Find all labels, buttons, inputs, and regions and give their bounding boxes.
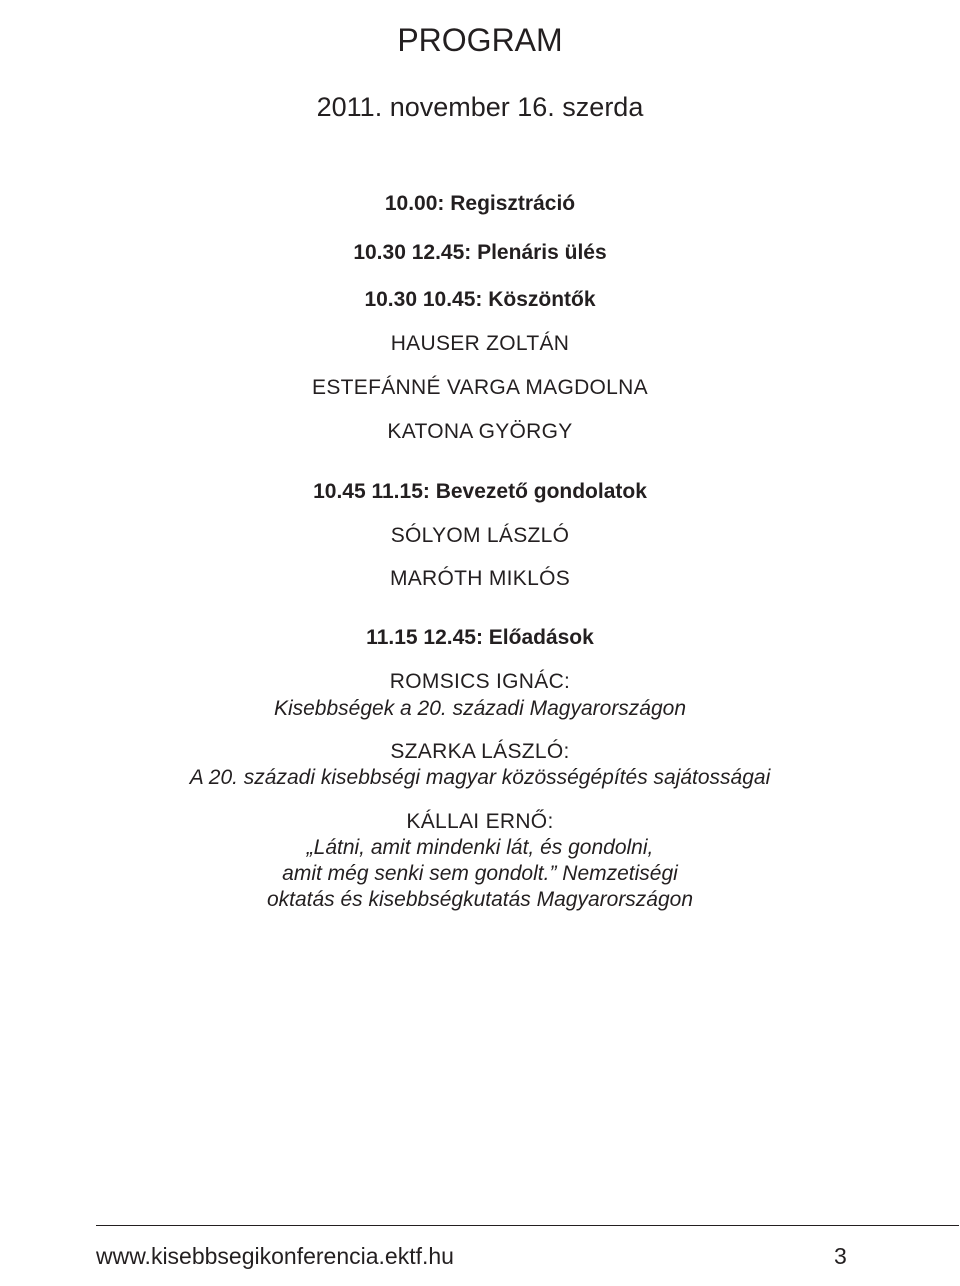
page-number: 3	[834, 1243, 847, 1269]
lecture-title: Kisebbségek a 20. századi Magyarországon	[273, 697, 687, 720]
speaker-name: ESTEFÁNNÉ VARGA MAGDOLNA	[312, 376, 648, 399]
footer-website-link[interactable]: www.kisebbsegikonferencia.ektf.hu	[96, 1243, 454, 1269]
lecture-title: amit még senki sem gondolt.” Nemzetiségi	[282, 862, 678, 885]
program-title: PROGRAM	[397, 22, 563, 58]
footer-divider	[96, 1225, 959, 1226]
event-date: 2011. november 16. szerda	[316, 92, 644, 122]
lecture-speaker: KÁLLAI ERNŐ:	[406, 810, 554, 833]
speaker-name: SÓLYOM LÁSZLÓ	[390, 524, 570, 547]
speaker-name: MARÓTH MIKLÓS	[389, 567, 571, 590]
speaker-name: HAUSER ZOLTÁN	[390, 332, 570, 355]
lecture-title: „Látni, amit mindenki lát, és gondolni,	[306, 836, 654, 859]
session-intro: 10.45 11.15: Bevezető gondolatok	[313, 480, 647, 503]
lecture-speaker: SZARKA LÁSZLÓ:	[390, 740, 570, 763]
session-registration: 10.00: Regisztráció	[384, 192, 576, 215]
session-welcome: 10.30 10.45: Köszöntők	[364, 288, 596, 311]
lecture-title: oktatás és kisebbségkutatás Magyarországon	[266, 888, 694, 911]
speaker-name: KATONA GYÖRGY	[387, 420, 573, 443]
lecture-speaker: ROMSICS IGNÁC:	[389, 670, 571, 693]
lecture-title: A 20. századi kisebbségi magyar közösségépítés sajátosságai	[189, 766, 771, 789]
session-plenary: 10.30 12.45: Plenáris ülés	[353, 241, 607, 264]
session-lectures: 11.15 12.45: Előadások	[366, 626, 594, 649]
